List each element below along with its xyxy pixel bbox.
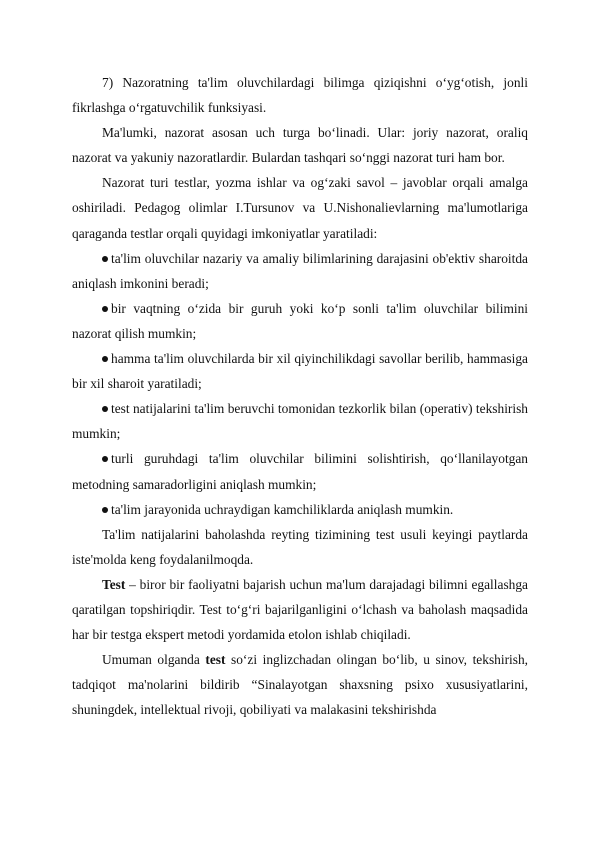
term-test-inline: test — [205, 652, 226, 668]
document-page — [72, 70, 528, 722]
list-item: turli guruhdagi ta'lim oluvchilar bilimini solishtirish, qo‘llanilayotgan metodning samaradorligini aniqlash mumkin; — [72, 451, 528, 492]
list-item: bir vaqtning o‘zida bir guruh yoki ko‘p sonli ta'lim oluvchilar bilimini nazorat qilish mumkin; — [72, 300, 528, 341]
paragraph-test-origin: Umuman olganda test so‘zi inglizchadan olingan bo‘lib, u sinov, tekshirish, tadqiqot ma'nolarini bildirib “Sinalayotgan shaxsning psixo xususiyatlarini, shuningdek, intellektual rivoji, qobiliyati va malakasini tekshirishda — [72, 652, 529, 718]
bullet-icon — [102, 507, 108, 513]
paragraph-control-types: Ma'lumki, nazorat asosan uch turga bo‘linadi. Ular: joriy nazorat, oraliq nazorat va yakuniy nazoratlardir. Bulardan tashqari so‘nggi nazorat turi ham bor. — [72, 125, 528, 166]
paragraph-test-methods: Nazorat turi testlar, yozma ishlar va og‘zaki savol – javoblar orqali amalga oshiriladi. Pedagog olimlar I.Tursunov va U.Nishonalievlarning ma'lumotlariga qaraganda testlar orqali quyidagi imkoniyatlar yaratiladi: — [72, 175, 528, 241]
bullet-icon — [102, 356, 108, 362]
bullet-icon — [102, 406, 108, 412]
bullet-icon — [102, 256, 108, 262]
term-test: Test — [102, 576, 126, 592]
paragraph-rating-system: Ta'lim natijalarini baholashda reyting tizimining test usuli keyingi paytlarda iste'molda keng foydalanilmoqda. — [72, 526, 528, 567]
list-item: ta'lim jarayonida uchraydigan kamchiliklarda aniqlash mumkin. — [72, 497, 528, 522]
paragraph-test-definition: Test – biror bir faoliyatni bajarish uchun ma'lum darajadagi bilimni egallashga qaratilgan topshiriqdir. Test to‘g‘ri bajarilganligini o‘lchash va baholash maqsadida har bir testga ekspert metodi yordamida etolon ishlab chiqiladi. — [72, 576, 528, 643]
bullet-icon — [102, 456, 108, 462]
list-item: hamma ta'lim oluvchilarda bir xil qiyinchilikdagi savollar berilib, hammasiga bir xil sharoit yaratiladi; — [72, 351, 528, 392]
paragraph-functions: 7) Nazoratning ta'lim oluvchilardagi bilimga qiziqishni o‘yg‘otish, jonli fikrlashga o‘rgatuvchilik funksiyasi. — [72, 75, 528, 116]
list-item: test natijalarini ta'lim beruvchi tomonidan tezkorlik bilan (operativ) tekshirish mumkin; — [72, 401, 528, 442]
bullet-icon — [102, 306, 108, 312]
list-item: ta'lim oluvchilar nazariy va amaliy bilimlarining darajasini ob'ektiv sharoitda aniqlash imkonini beradi; — [72, 250, 528, 291]
